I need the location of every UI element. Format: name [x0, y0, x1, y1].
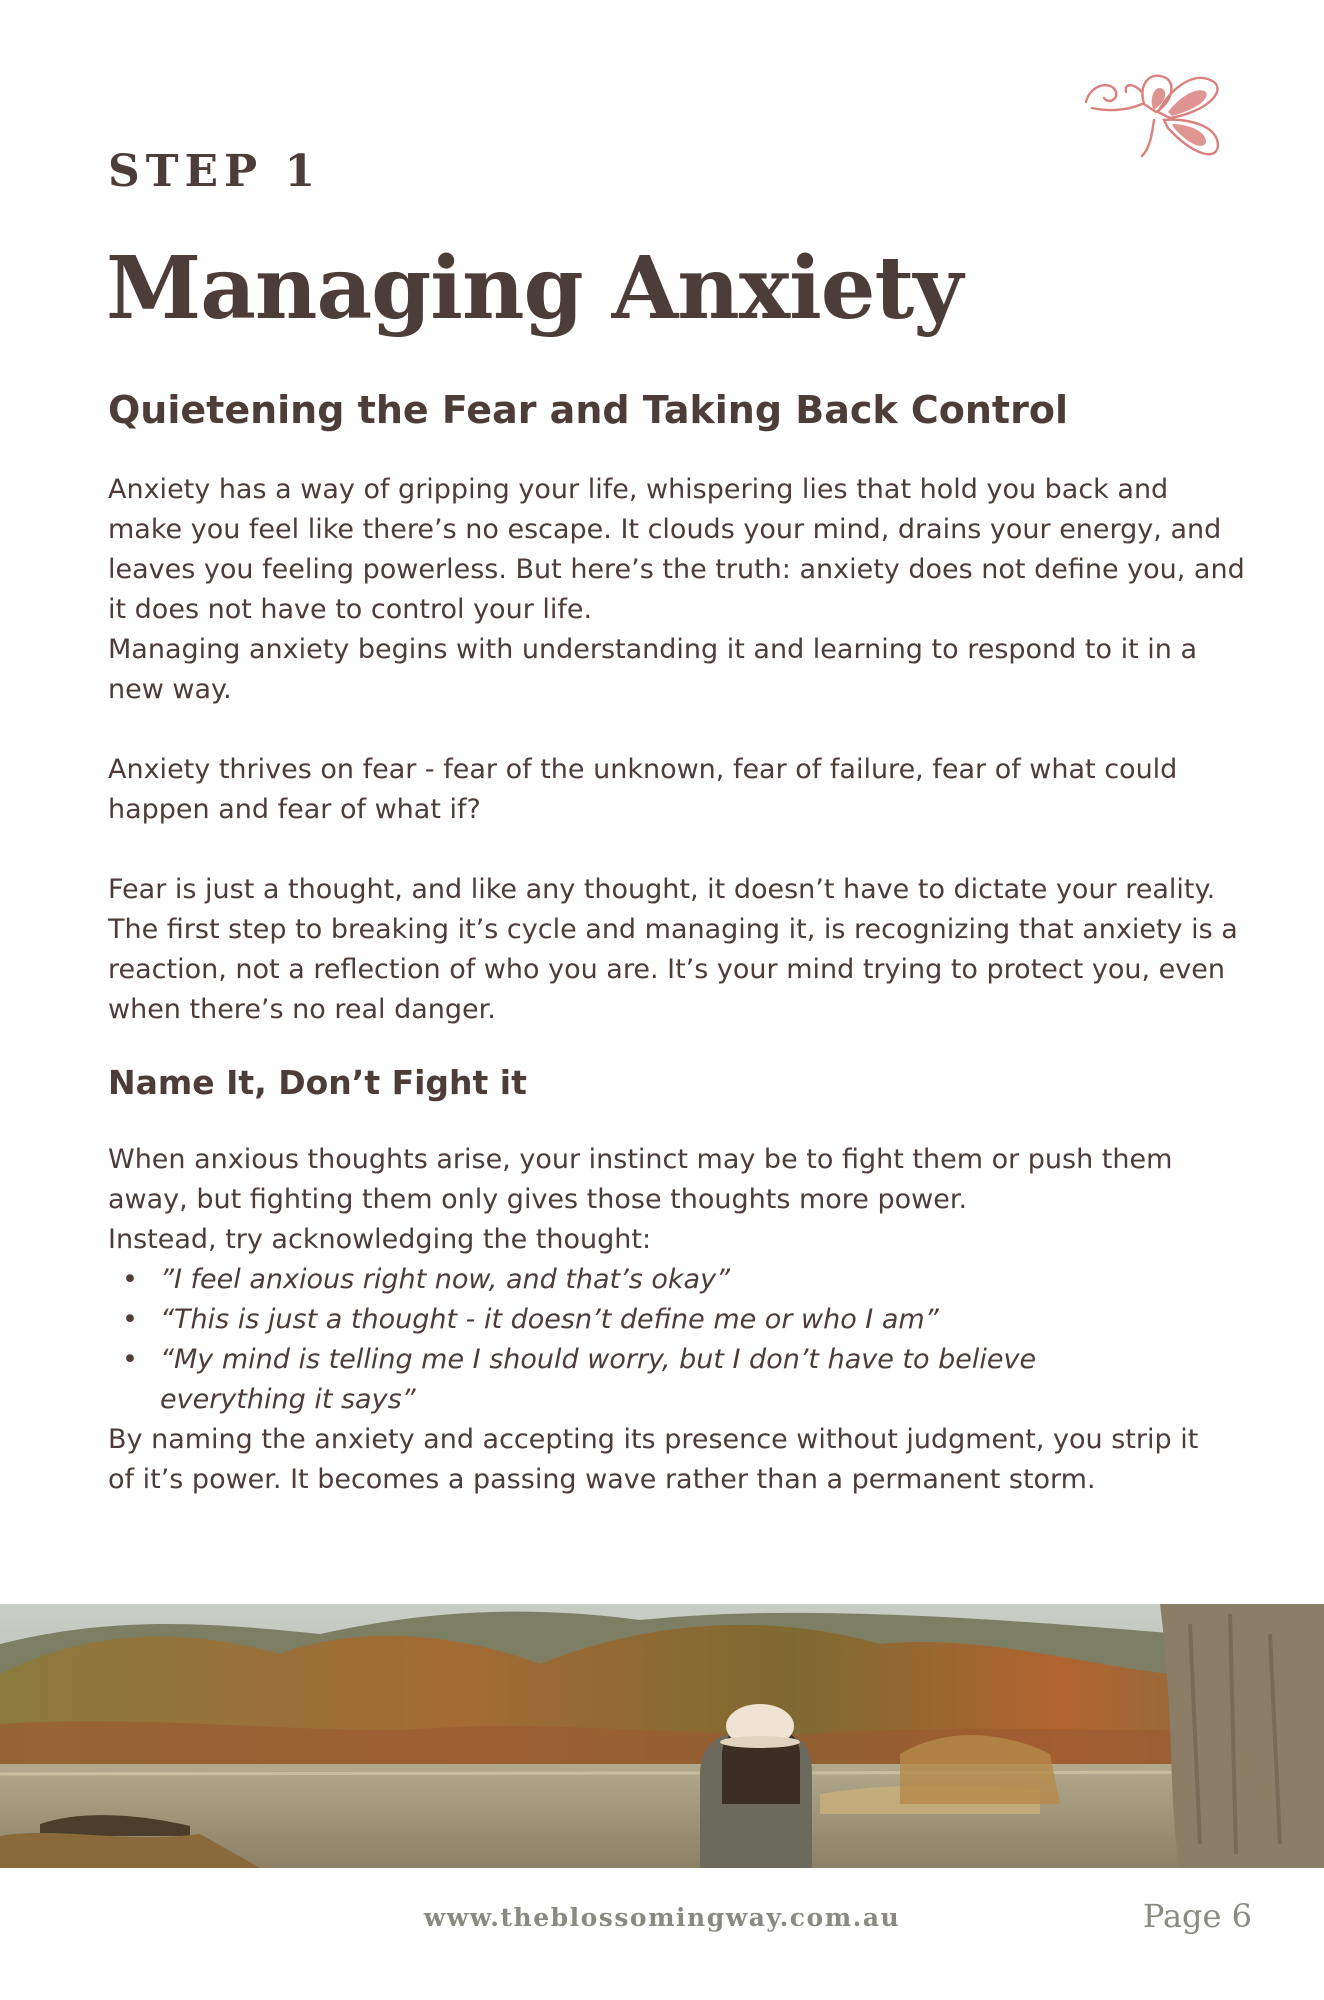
quote-item: • “My mind is telling me I should worry, but I don’t have to believe everything it says” [108, 1340, 1060, 1420]
fear-block [108, 750, 1248, 830]
quote-item: • ”I feel anxious right now, and that’s okay” [108, 1260, 1248, 1300]
step-label: STEP 1 [108, 146, 322, 197]
landscape-photo [0, 1604, 1324, 1868]
intro-paragraph-3: Anxiety thrives on fear - fear of the unknown, fear of failure, fear of what could happen and fear of what if? [108, 754, 1178, 825]
quote-list [108, 1260, 1248, 1420]
intro-paragraph-4: Fear is just a thought, and like any thought, it doesn’t have to dictate your reality. The first step to breaking it’s cycle and managing it, is recognizing that anxiety is a reaction, not a reflection of who you are. It’s your mind trying to protect you, even when there’s no real danger. [108, 874, 1238, 1025]
section-body [108, 1140, 1248, 1500]
section-paragraph-1: When anxious thoughts arise, your instinct may be to fight them or push them away, but fighting them only gives those thoughts more power. [108, 1144, 1173, 1215]
quote-item: • “This is just a thought - it doesn’t define me or who I am” [108, 1300, 1248, 1340]
section-heading: Name It, Don’t Fight it [108, 1063, 527, 1102]
page-title: Managing Anxiety [106, 238, 963, 339]
website-url[interactable]: www.theblossomingway.com.au [423, 1903, 901, 1932]
page-subtitle: Quietening the Fear and Taking Back Control [108, 388, 1068, 432]
thought-block [108, 870, 1248, 1030]
intro-paragraph-1: Anxiety has a way of gripping your life, whispering lies that hold you back and make you feel like there’s no escape. It clouds your mind, drains your energy, and leaves you feeling powerless. But here’s the truth: anxiety does not define you, and it does not have to control your life. [108, 474, 1245, 625]
intro-paragraph-2: Managing anxiety begins with understanding it and learning to respond to it in a new way. [108, 634, 1197, 705]
page-number: Page 6 [1142, 1897, 1252, 1935]
butterfly-logo-icon [1080, 62, 1236, 174]
section-paragraph-3: By naming the anxiety and accepting its presence without judgment, you strip it of it’s power. It becomes a passing wave rather than a permanent storm. [108, 1424, 1199, 1495]
section-paragraph-2: Instead, try acknowledging the thought: [108, 1224, 652, 1255]
intro-block [108, 470, 1248, 710]
